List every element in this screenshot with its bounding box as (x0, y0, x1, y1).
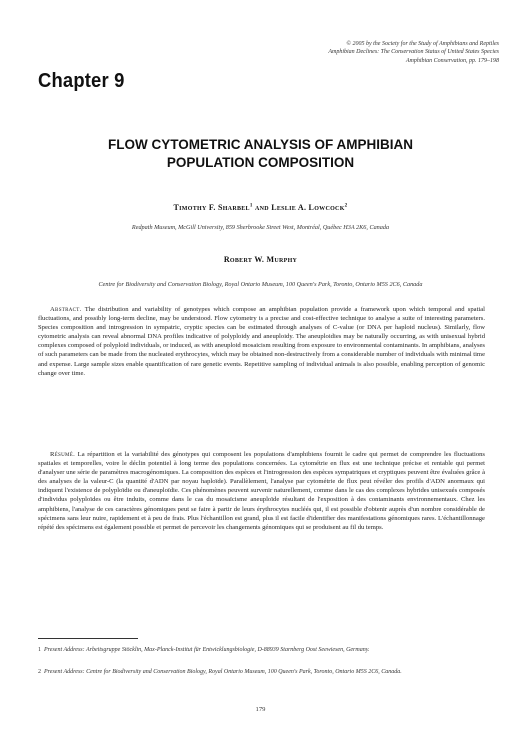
title-line1: FLOW CYTOMETRIC ANALYSIS OF AMPHIBIAN (107, 137, 413, 152)
author-sharbel-sup: 1 (249, 203, 253, 209)
footnote-1-text: Present Address: Arbeitsgruppe Stöcklin, Max-Planck-Institut für Entwicklungsbiologie, D-88939 Starnberg Oost Seewiesen, Germany. (44, 647, 370, 653)
footnote-2 (38, 668, 485, 676)
author-sharbel: Timothy F. Sharbel (173, 203, 250, 212)
author-murphy: Robert W. Murphy (223, 255, 298, 264)
page-number: 179 (255, 706, 266, 713)
header-note-line2: Amphibian Declines: The Conservation Status of United States Species (328, 49, 499, 56)
author-lowcock-sup: 2 (344, 203, 348, 209)
footnote-divider (38, 638, 138, 639)
author-lowcock: Leslie A. Lowcock (271, 203, 345, 212)
paper-title (0, 136, 521, 172)
footnote-1 (38, 646, 485, 654)
chapter-label: Chapter 9 (38, 70, 125, 92)
affiliation-rom: Centre for Biodiversity and Conservation Biology, Royal Ontario Museum, 100 Queen's Park, Toronto, Ontario M5S 2C6, Canada (98, 281, 423, 288)
resume-label: Résumé. (50, 451, 76, 458)
affiliation-redpath: Redpath Museum, McGill University, 859 Sherbrooke Street West, Montréal, Québec H3A 2K6, Canada (131, 224, 390, 231)
resume-text: La répartition et la variabilité des génotypes qui composent les populations d'amphibiens fournit le cadre qui permet de comprendre les fluctuations spatiales et temporelles, voire le déclin potentiel à long terme des populations concernées. La cytométrie en flux est une technique précise et rentable qui permet d'analyser une série de paramètres macrogénomiques. La composition des espèces et l'introgression des espèces sympatriques et cryptiques peuvent être évaluées grâce à des analyses de la valeur-C (la quantité d'ADN par noyau haploïde). Parallèlement, l'analyse par cytométrie de flux peut révéler des profils d'ADN anormaux qui indiquent l'existence de polyploïdie ou d'aneuploïdie. Ces phénomènes peuvent survenir naturellement, comme dans le cas des complexes hybrides unisexués composés d'individus polyploïdes ou être induits, comme dans le cas du mosaïcisme aneuploïde résultant de l'exposition à des contaminants environnementaux. Chez les amphibiens, l'analyse de ces caractères génomiques peut se faire à partir de leurs érythrocytes nucléés qui, il est possible d'obtenir auprès d'un nombre considérable de spécimens sans leur nuire, rapidement et à peu de frais. Plus l'échantillon est grand, plus il est facile d'identifier des manifestations génomiques rares. L'échantillonnage répété des spécimens est également possible et permet de percevoir les changements génomiques qui se produisent au fil du temps. (38, 451, 485, 531)
footnote-1-number: 1 (38, 647, 41, 653)
footnote-2-text: Present Address: Centre for Biodiversity and Conservation Biology, Royal Ontario Museum, 100 Queen's Park, Toronto, Ontario M5S 2C6, Canada. (44, 669, 402, 675)
title-line2: POPULATION COMPOSITION (166, 155, 355, 170)
header-note-line1: © 2005 by the Society for the Study of Amphibians and Reptiles (346, 41, 499, 47)
footnote-2-number: 2 (38, 669, 41, 675)
resume-paragraph (38, 450, 485, 532)
abstract-paragraph (38, 305, 485, 378)
abstract-label: Abstract. (50, 306, 82, 313)
abstract-text: The distribution and variability of genotypes which compose an amphibian population provide a framework upon which temporal and spatial fluctuations, and possibly long-term decline, may be understood. Flow cytometry is a precise and cost-effective technique to analyse a suite of interesting parameters. Species composition and introgression in sympatric, cryptic species can be estimated through analyses of C-value (or DNA per haploid nucleus). Similarly, flow cytometric analysis can reveal abnormal DNA profiles indicative of polyploidy and aneuploidy. The aneuploidies may be naturally occurring, as with unisexual hybrid complexes composed of polyploid individuals, or induced, as with aneuploid mosaicism resulting from exposure to environmental contaminants. In amphibians, analyses of such parameters can be made from the nucleated erythrocytes, which may be obtained non-destructively from a considerable number of individuals with minimal time and expense. Large sample sizes enable quantification of rare genetic events. Repetitive sampling of individual animals is also possible, enabling perception of genomic change over time. (38, 306, 486, 377)
author-line (0, 203, 521, 212)
header-note (199, 40, 499, 65)
author-conjunction: and (254, 203, 269, 212)
header-note-line3: Amphibian Conservation, pp. 179–198 (405, 57, 499, 64)
